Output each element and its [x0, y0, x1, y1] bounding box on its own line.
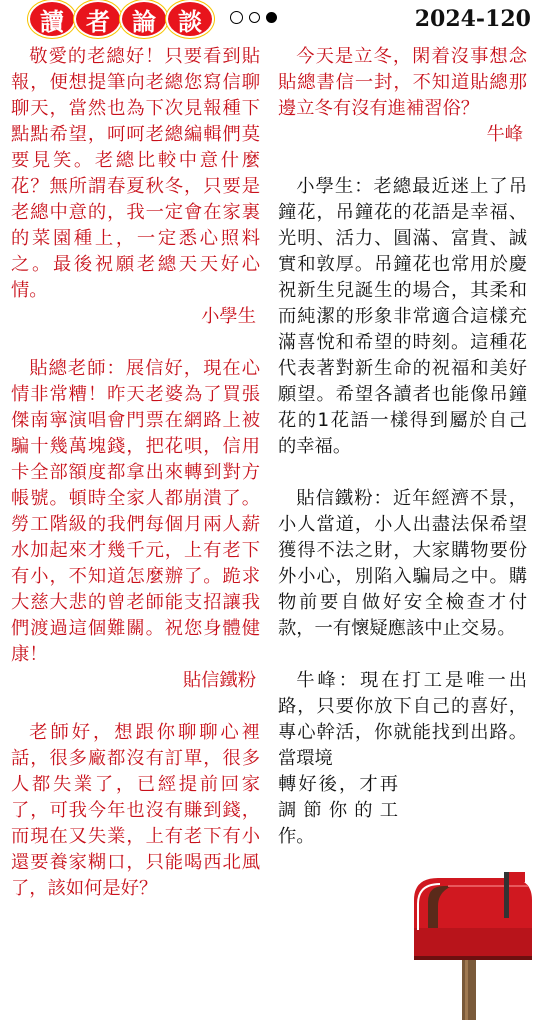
- circle-icon: [230, 11, 243, 24]
- letter-signature: 牛峰: [486, 124, 523, 145]
- reader-letter: 老師好，想跟你聊聊心裡話，很多廠都沒有訂單，很多人都失業了，已經提前回家了，可我今年也沒有賺到錢，而現在又失業，上有老下有小還要養家糊口，只能喝西北風了，該如何是好？: [11, 722, 260, 899]
- editor-reply-continued: 轉好後，才再調節你的工作。: [278, 774, 398, 847]
- title-badge: 談: [168, 2, 212, 36]
- title-badge: 論: [122, 2, 166, 36]
- page-header: [0, 0, 545, 38]
- editor-reply: 小學生：老總最近迷上了吊鐘花，吊鐘花的花語是幸福、光明、活力、圓滿、富貴、誠實和敦厚。吊鐘花也常用於慶祝新生兒誕生的場合，其柔和而純潔的形象非常適合這樣充滿喜悅和希望的時刻。這種花代表著對新生命的祝福和美好願望。希望各讀者也能像吊鐘花的1花語一樣得到屬於自己的幸福。: [278, 176, 527, 457]
- left-column: [11, 44, 260, 902]
- circle-icon: [249, 12, 260, 23]
- issue-number: 2024-120: [414, 6, 531, 32]
- decorative-dots: [230, 11, 277, 24]
- editor-reply: 貼信鐵粉：近年經濟不景，小人當道，小人出盡法保希望獲得不法之財，大家購物要份外小心，別陷入騙局之中。購物前要自做好安全檢查才付款，一有懷疑應該中止交易。: [278, 488, 527, 639]
- title-badge: 者: [76, 2, 120, 36]
- title-badge: 讀: [30, 2, 74, 36]
- reader-letter: 今天是立冬，閑着沒事想念貼總書信一封，不知道貼總那邊立冬有沒有進補習俗？: [278, 46, 527, 119]
- filled-circle-icon: [266, 12, 277, 23]
- letter-signature: 小學生: [201, 306, 256, 327]
- right-column: [278, 44, 527, 850]
- column-title: [30, 2, 212, 36]
- editor-reply: 牛峰：現在打工是唯一出路，只要你放下自己的喜好，專心幹活，你就能找到出路。當環境: [278, 670, 527, 769]
- reader-letter: 貼總老師：展信好，現在心情非常糟！昨天老婆為了買張傑南寧演唱會門票在網路上被騙十幾萬塊錢，把花唄，信用卡全部額度都拿出來轉到對方帳號。頓時全家人都崩潰了。勞工階級的我們每個月兩人薪水加起來才幾千元，上有老下有小，不知道怎麼辦了。跪求大慈大悲的曾老師能支招讓我們渡過這個難關。祝您身體健康！: [11, 358, 260, 665]
- letter-signature: 貼信鐵粉: [182, 670, 256, 691]
- reader-letter: 敬愛的老總好！只要看到貼報，便想提筆向老總您寫信聊聊天，當然也為下次見報種下點點希望，呵呵老總編輯們莫要見笑。老總比較中意什麼花？無所謂春夏秋冬，只要是老總中意的，我一定會在家裏的菜園種上，一定悉心照料之。最後祝願老總天天好心情。: [11, 46, 260, 301]
- mailbox-icon: [408, 872, 538, 1024]
